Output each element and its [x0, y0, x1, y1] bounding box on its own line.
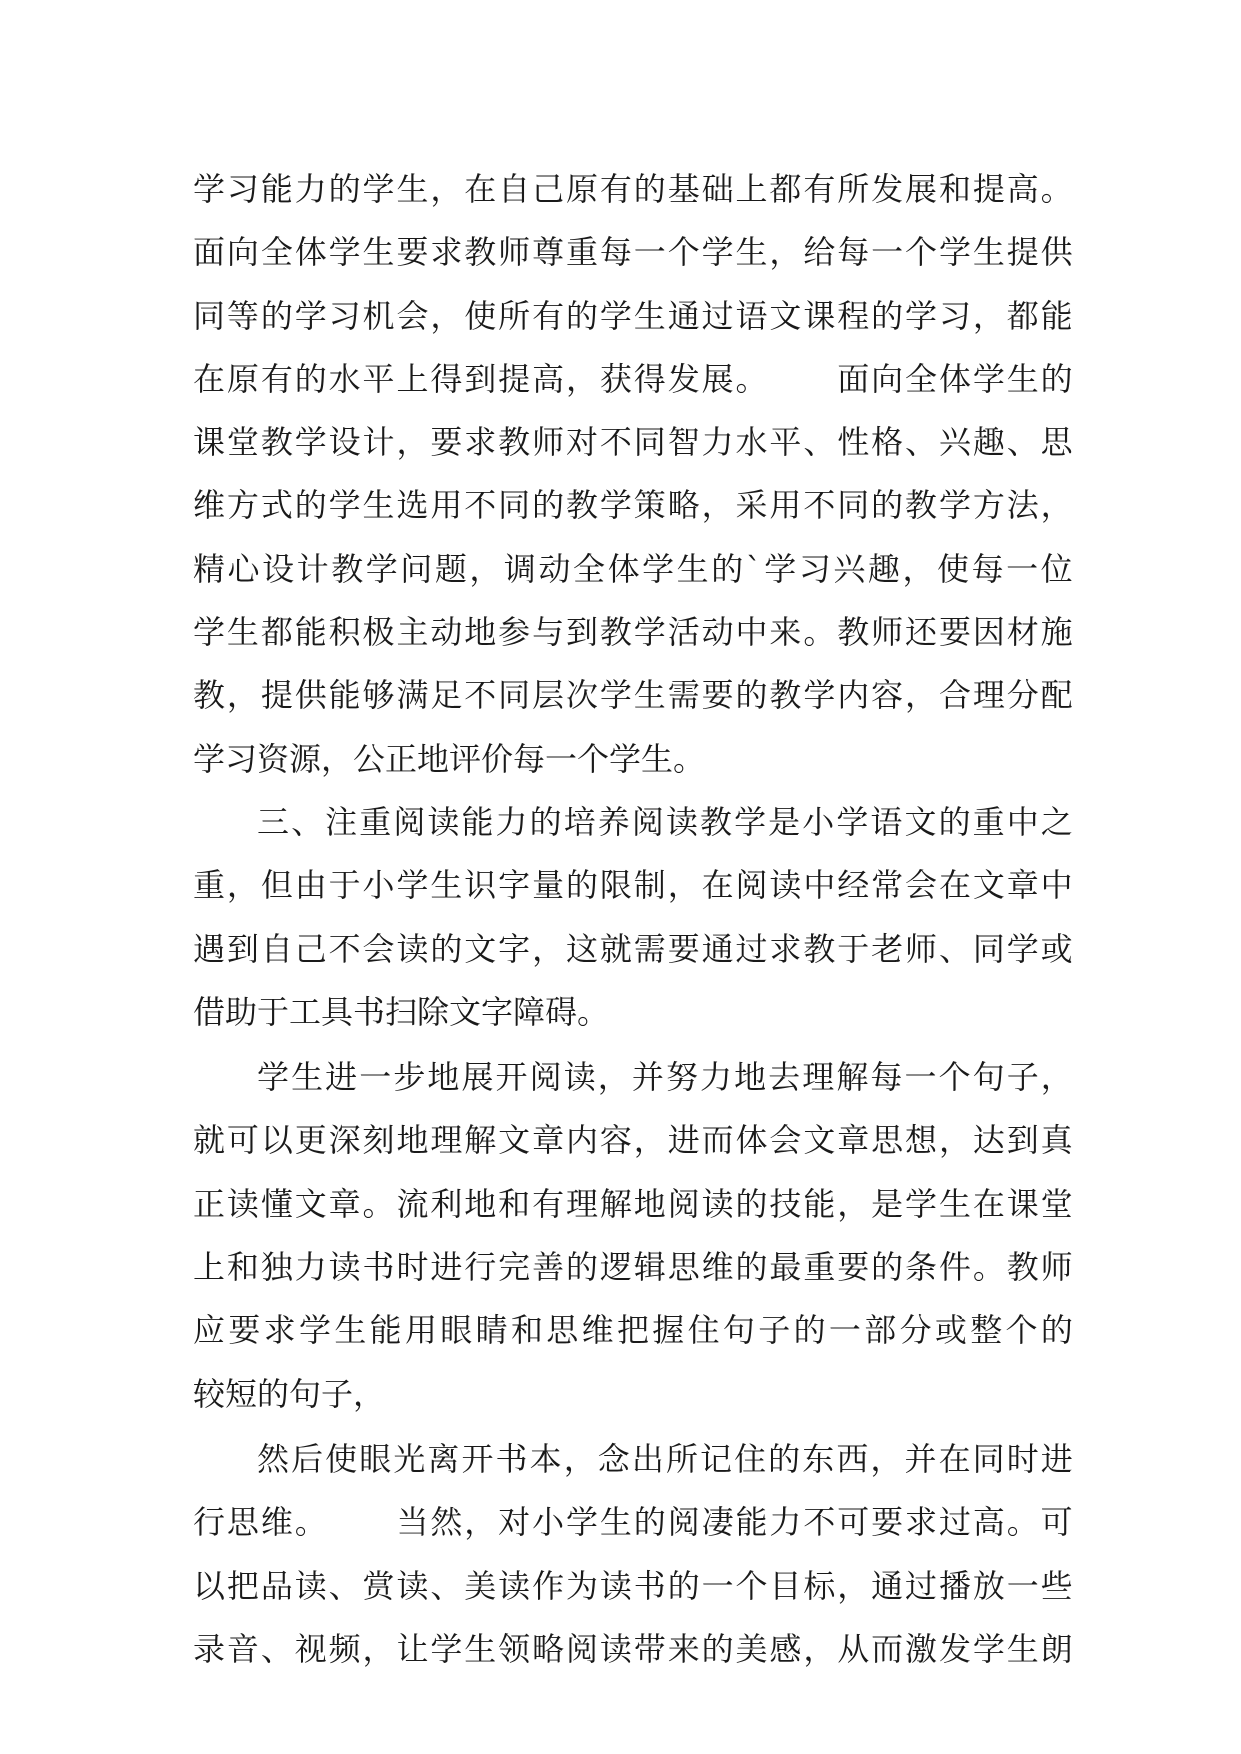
text-line: 录 音 、 视 频 ， 让 学 生 领 略 阅 读 带 来 的 美 感 ， 从 而 激 发 学 生 朗 [193, 1629, 1073, 1668]
text-line: 在 原 有 的 水 平 上 得 到 提 高 ， 获 得 发 展 。 面 向 全 体 学 生 的 [193, 359, 1073, 398]
text-line: 以 把 品 读 、 赏 读 、 美 读 作 为 读 书 的 一 个 目 标 ， 通 过 播 放 一 些 [193, 1566, 1073, 1605]
text-line: 上 和 独 力 读 书 时 进 行 完 善 的 逻 辑 思 维 的 最 重 要 的 条 件 。 教 师 [193, 1248, 1073, 1287]
text-line: 就 可 以 更 深 刻 地 理 解 文 章 内 容 ， 进 而 体 会 文 章 思 想 ， 达 到 真 [193, 1121, 1073, 1160]
text-line: 维 方 式 的 学 生 选 用 不 同 的 教 学 策 略 ， 采 用 不 同 的 教 学 方 法 ， [193, 486, 1073, 525]
text-line: 精 心 设 计 教 学 问 题 ， 调 动 全 体 学 生 的 ` 学 习 兴 趣 ， 使 每 一 位 [193, 549, 1073, 588]
text-line: 重 ， 但 由 于 小 学 生 识 字 量 的 限 制 ， 在 阅 读 中 经 常 会 在 文 章 中 [193, 866, 1073, 905]
text-line: 借助于工具书扫除文字障碍。 [193, 992, 610, 1031]
text-line: 学 生 都 能 积 极 主 动 地 参 与 到 教 学 活 动 中 来 。 教 师 还 要 因 材 施 [193, 613, 1073, 652]
text-line: 课 堂 教 学 设 计 ， 要 求 教 师 对 不 同 智 力 水 平 、 性 格 、 兴 趣 、 思 [193, 423, 1073, 462]
text-line: 应 要 求 学 生 能 用 眼 睛 和 思 维 把 握 住 句 子 的 一 部 分 或 整 个 的 [193, 1311, 1073, 1350]
text-line: 同 等 的 学 习 机 会 ， 使 所 有 的 学 生 通 过 语 文 课 程 的 学 习 ， 都 能 [193, 296, 1073, 335]
text-line: 行 思 维 。 当 然 ， 对 小 学 生 的 阅 凄 能 力 不 可 要 求 过 高 。 可 [193, 1503, 1073, 1542]
paragraph-first-line: 然 后 使 眼 光 离 开 书 本 ， 念 出 所 记 住 的 东 西 ， 并 在 同 时 进 [257, 1439, 1073, 1478]
text-line: 较短的句子， [193, 1374, 386, 1413]
paragraph-first-line: 学 生 进 一 步 地 展 开 阅 读 ， 并 努 力 地 去 理 解 每 一 个 句 子 ， [257, 1058, 1073, 1097]
paragraph-first-line: 三 、 注 重 阅 读 能 力 的 培 养 阅 读 教 学 是 小 学 语 文 的 重 中 之 [257, 802, 1073, 841]
text-line: 面 向 全 体 学 生 要 求 教 师 尊 重 每 一 个 学 生 ， 给 每 一 个 学 生 提 供 [193, 233, 1073, 272]
text-line: 教 ， 提 供 能 够 满 足 不 同 层 次 学 生 需 要 的 教 学 内 容 ， 合 理 分 配 [193, 676, 1073, 715]
body-text [193, 158, 1073, 1681]
text-line: 学 习 能 力 的 学 生 ， 在 自 己 原 有 的 基 础 上 都 有 所 发 展 和 提 高 。 [193, 170, 1073, 208]
text-line: 正 读 懂 文 章 。 流 利 地 和 有 理 解 地 阅 读 的 技 能 ， 是 学 生 在 课 堂 [193, 1184, 1073, 1223]
text-line: 遇 到 自 己 不 会 读 的 文 字 ， 这 就 需 要 通 过 求 教 于 老 师 、 同 学 或 [193, 929, 1073, 968]
text-line: 学习资源，公正地评价每一个学生。 [193, 739, 706, 778]
